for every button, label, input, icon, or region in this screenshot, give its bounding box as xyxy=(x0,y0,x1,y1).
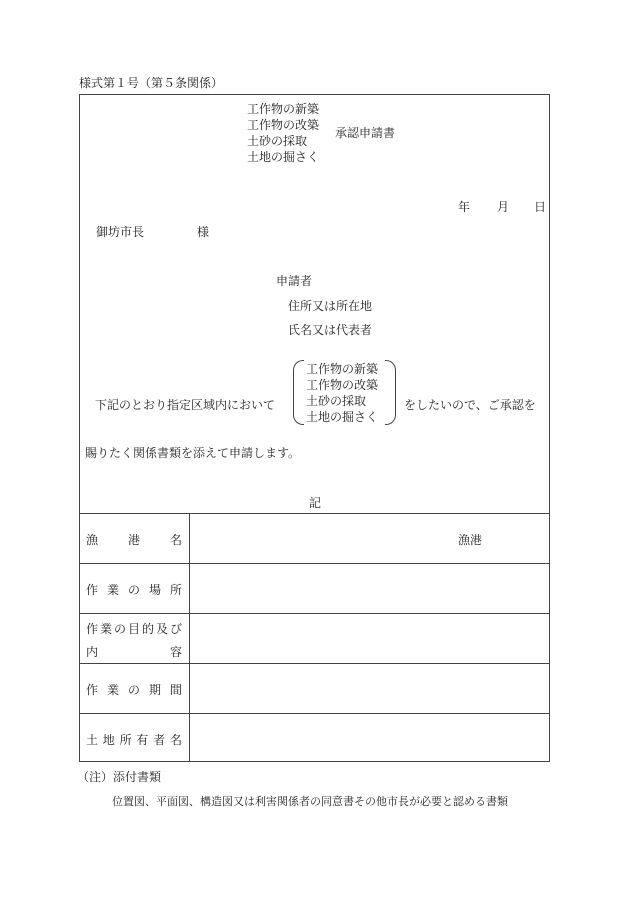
row-fishing-port-label: 漁港名 xyxy=(86,533,182,547)
table-row-line xyxy=(79,563,550,564)
table-column-divider xyxy=(189,513,190,762)
form-frame xyxy=(79,94,550,762)
body-options xyxy=(306,361,378,425)
addressee-name: 御坊市長 xyxy=(96,225,145,239)
body-line2: 賜りたく関係書類を添えて申請します。 xyxy=(85,446,301,460)
note-text: 位置図、平面図、構造図又は利害関係者の同意書その他市長が必要と認める書類 xyxy=(112,795,508,808)
table-row-line xyxy=(79,663,550,664)
table-top-line xyxy=(79,513,550,514)
right-bracket xyxy=(385,360,396,425)
title-suffix: 承認申請書 xyxy=(335,126,396,140)
body-option: 工作物の新築 xyxy=(306,362,379,376)
row-work-period-label: 作業の期間 xyxy=(86,683,182,697)
title-option: 工作物の改築 xyxy=(247,118,320,132)
body-option: 土砂の採取 xyxy=(306,394,367,408)
note-label: （注）添付書類 xyxy=(77,770,162,784)
body-option: 土地の掘さく xyxy=(306,410,379,424)
row-fishing-port-value: 漁港 xyxy=(458,533,483,547)
left-bracket xyxy=(293,360,304,425)
ki-label: 記 xyxy=(309,496,322,510)
title-options xyxy=(247,101,319,165)
title-option: 土地の掘さく xyxy=(247,150,320,164)
body-option: 工作物の改築 xyxy=(306,378,379,392)
title-option: 土砂の採取 xyxy=(247,134,308,148)
table-row-line xyxy=(79,713,550,714)
applicant-label: 申請者 xyxy=(276,274,313,288)
applicant-address-label: 住所又は所在地 xyxy=(288,299,373,313)
row-land-owner-label: 土地所有者名 xyxy=(86,733,182,747)
row-work-purpose-label-1: 作業の目的及び xyxy=(86,622,182,636)
body-prefix: 下記のとおり指定区域内において xyxy=(95,398,276,412)
table-row-line xyxy=(79,613,550,614)
row-work-purpose-label-2: 内容 xyxy=(86,645,182,659)
body-suffix: をしたいので、ご承認を xyxy=(404,398,536,412)
applicant-name-label: 氏名又は代表者 xyxy=(288,323,373,337)
date-day: 日 xyxy=(534,200,547,214)
title-option: 工作物の新築 xyxy=(247,102,320,116)
date-year: 年 xyxy=(458,200,471,214)
date-month: 月 xyxy=(497,200,510,214)
addressee-honorific: 様 xyxy=(197,225,210,239)
row-work-location-label: 作業の場所 xyxy=(86,583,182,597)
form-number: 様式第１号（第５条関係） xyxy=(79,76,224,90)
